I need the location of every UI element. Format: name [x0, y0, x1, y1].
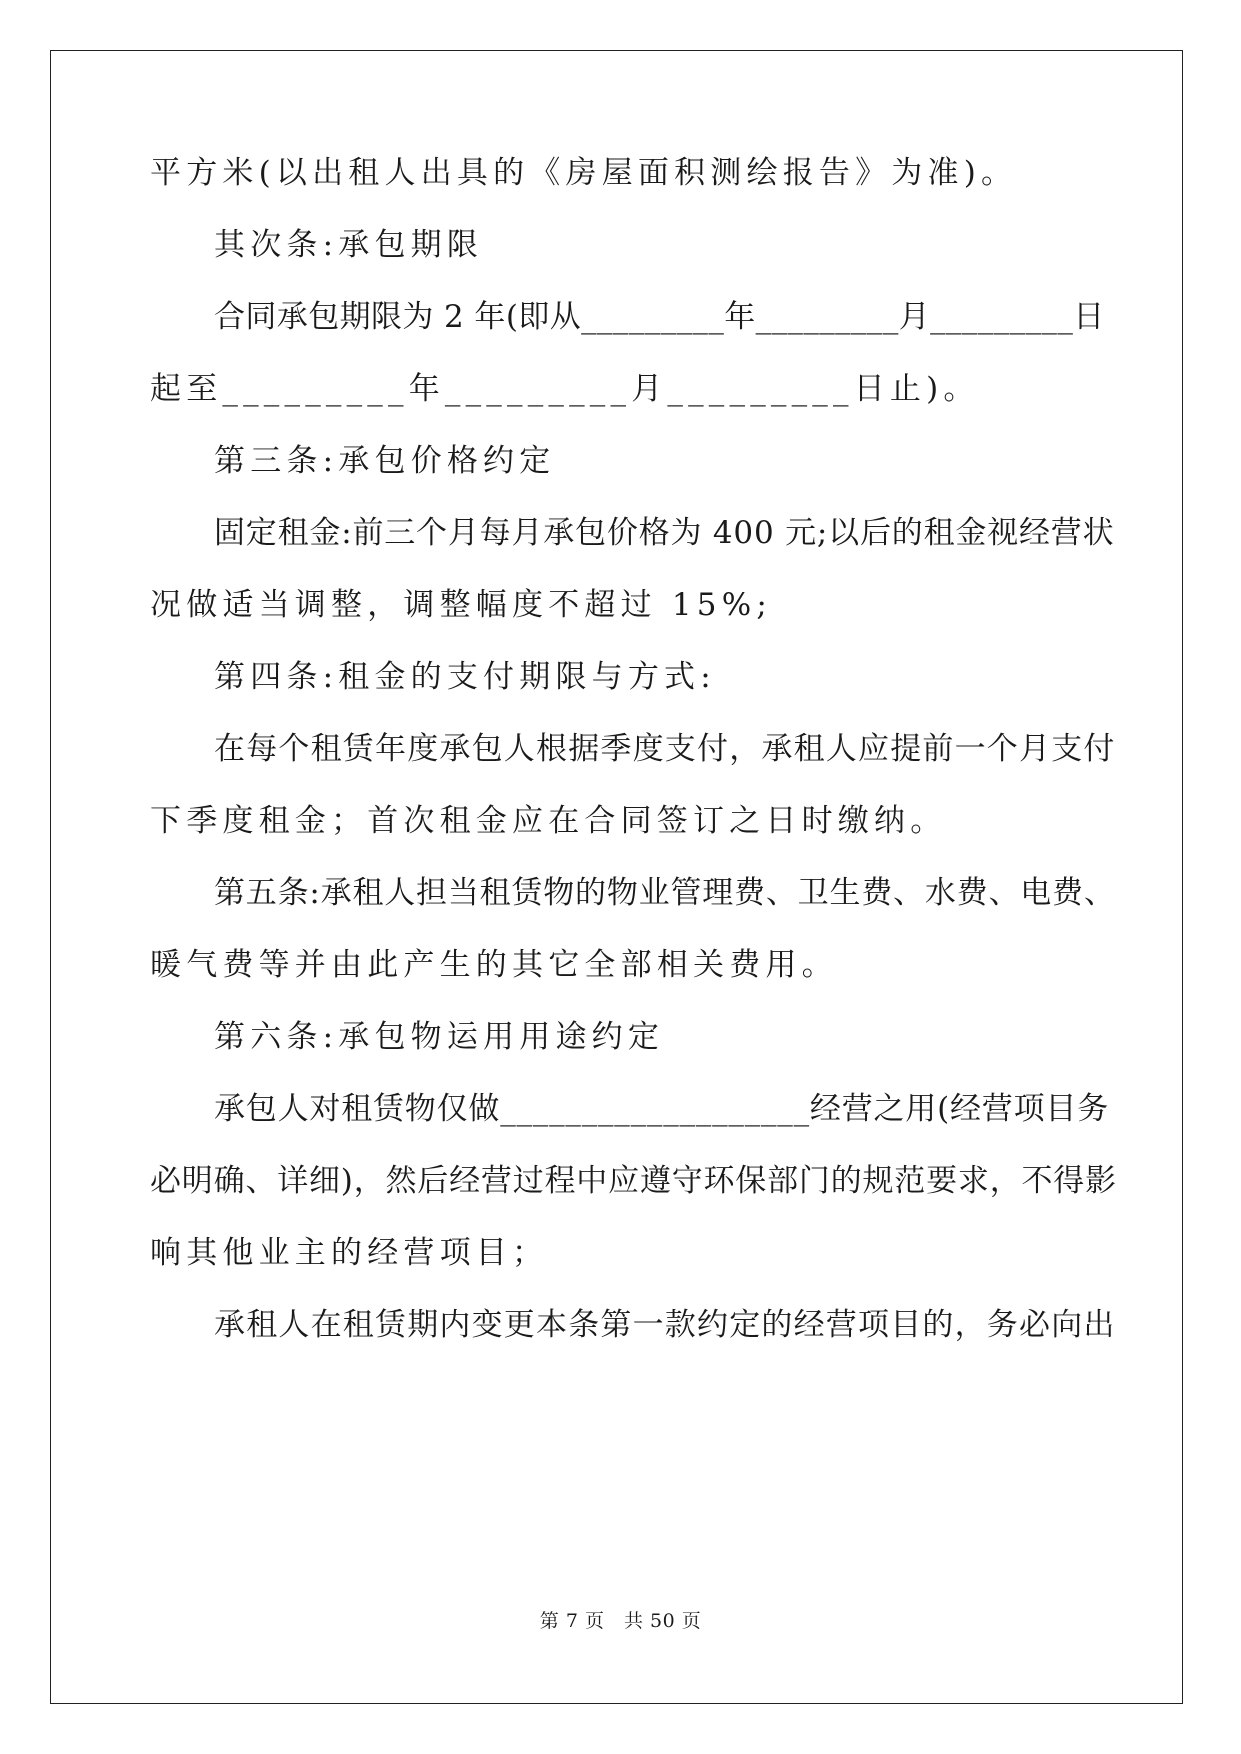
section-heading-4: 第四条:租金的支付期限与方式: [214, 659, 716, 695]
text-line-10: 下季度租金；首次租金应在合同签订之日时缴纳。 [150, 803, 947, 839]
text-line-15: 必明确、详细)，然后经营过程中应遵守环保部门的规范要求，不得影 [150, 1163, 1117, 1199]
text-line-3: 合同承包期限为 2 年(即从_________年_________月_________日 [214, 299, 1105, 335]
section-heading-5: 第五条:承租人担当租赁物的物业管理费、卫生费、水费、电费、 [214, 875, 1116, 911]
text-line-16: 响其他业主的经营项目； [150, 1235, 549, 1271]
page-footer: 第 7 页 共 50 页 [539, 1610, 702, 1632]
text-line-1: 平方米(以出租人出具的《房屋面积测绘报告》为准)。 [150, 155, 1018, 191]
section-heading-2: 其次条:承包期限 [214, 227, 484, 263]
text-line-6: 固定租金:前三个月每月承包价格为 400 元;以后的租金视经营状 [214, 515, 1115, 551]
section-heading-3: 第三条:承包价格约定 [214, 443, 556, 479]
text-line-9: 在每个租赁年度承包人根据季度支付，承租人应提前一个月支付 [214, 731, 1116, 767]
text-line-4: 起至_________年_________月_________日止)。 [150, 371, 980, 407]
text-line-12: 暖气费等并由此产生的其它全部相关费用。 [150, 947, 838, 983]
text-line-17: 承租人在租赁期内变更本条第一款约定的经营项目的，务必向出 [214, 1307, 1116, 1343]
text-line-14: 承包人对租赁物仅做___________________经营之用(经营项目务 [214, 1091, 1109, 1127]
text-line-7: 况做适当调整，调整幅度不超过 15%; [150, 587, 772, 623]
section-heading-6: 第六条:承包物运用用途约定 [214, 1019, 665, 1055]
